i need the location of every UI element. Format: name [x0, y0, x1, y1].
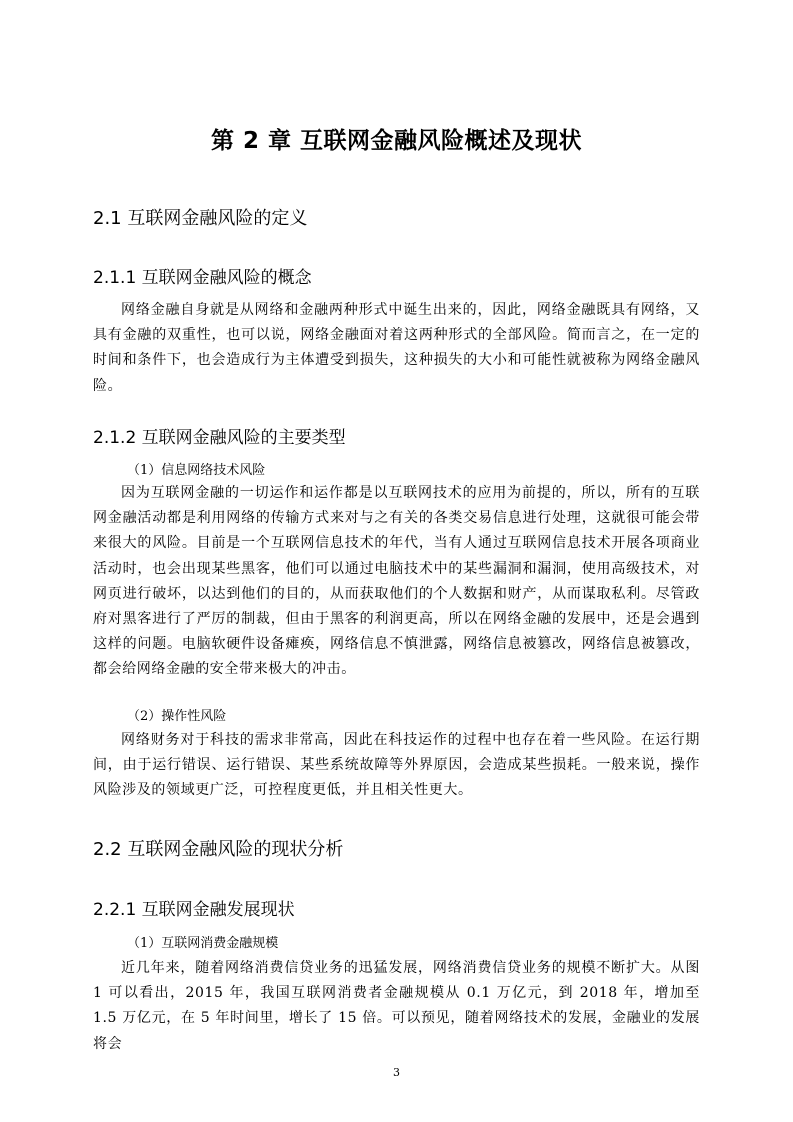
paragraph-consumer-finance-scale: 近几年来，随着网络消费信贷业务的迅猛发展，网络消费信贷业务的规模不断扩大。从图 1 可以看出，2015 年，我国互联网消费者金融规模从 0.1 万亿元，到 2018 年，增加至 1.5 万亿元，在 5 年时间里，增长了 15 倍。可以预见，随着网络技术的发展，金融业的发展将会 [93, 960, 700, 1052]
paragraph-2-1-1: 网络金融自身就是从网络和金融两种形式中诞生出来的，因此，网络金融既具有网络，又具有金融的双重性，也可以说，网络金融面对着这两种形式的全部风险。简而言之，在一定的时间和条件下，也会造成行为主体遭受到损失，这种损失的大小和可能性就被称为网络金融风险。 [93, 302, 700, 394]
subsection-heading-2-1-1: 2.1.1 互联网金融风险的概念 [93, 268, 312, 288]
chapter-title: 第 2 章 互联网金融风险概述及现状 [210, 128, 583, 154]
section-heading-2-2: 2.2 互联网金融风险的现状分析 [93, 839, 344, 860]
item-label-consumer-finance-scale: （1）互联网消费金融规模 [127, 936, 279, 951]
section-heading-2-1: 2.1 互联网金融风险的定义 [93, 208, 308, 229]
item-label-operational-risk: （2）操作性风险 [127, 709, 227, 724]
subsection-heading-2-1-2: 2.1.2 互联网金融风险的主要类型 [93, 428, 346, 448]
item-label-network-risk: （1）信息网络技术风险 [127, 463, 266, 478]
page-number: 3 [393, 1066, 400, 1079]
paragraph-operational-risk: 网络财务对于科技的需求非常高，因此在科技运作的过程中也存在着一些风险。在运行期间，由于运行错误、运行错误、某些系统故障等外界原因，会造成某些损耗。一般来说，操作风险涉及的领域更广泛，可控程度更低，并且相关性更大。 [93, 732, 700, 799]
subsection-heading-2-2-1: 2.2.1 互联网金融发展现状 [93, 900, 295, 920]
paragraph-network-risk: 因为互联网金融的一切运作和运作都是以互联网技术的应用为前提的，所以，所有的互联网金融活动都是利用网络的传输方式来对与之有关的各类交易信息进行处理，这就很可能会带来很大的风险。目前是一个互联网信息技术的年代，当有人通过互联网信息技术开展各项商业活动时，也会出现某些黑客，他们可以通过电脑技术中的某些漏洞和漏洞，使用高级技术，对网页进行破坏，以达到他们的目的，从而获取他们的个人数据和财产，从而谋取私利。尽管政府对黑客进行了严厉的制裁，但由于黑客的利润更高，所以在网络金融的发展中，还是会遇到这样的问题。电脑软硬件设备瘫痪，网络信息不慎泄露，网络信息被篡改，网络信息被篡改，都会给网络金融的安全带来极大的冲击。 [93, 485, 700, 678]
